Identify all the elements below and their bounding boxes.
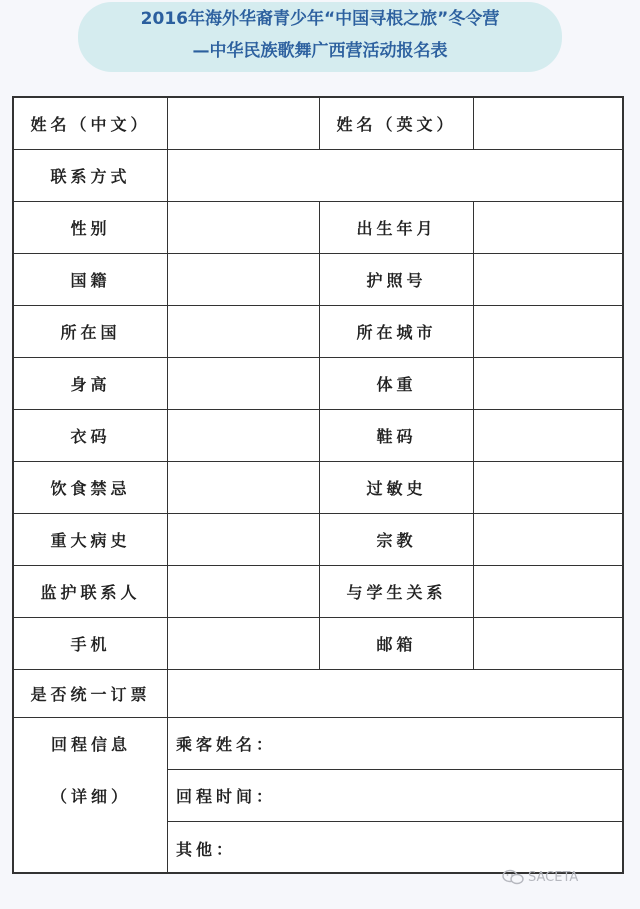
watermark: [502, 868, 578, 886]
table-row: [14, 98, 622, 150]
field-nationality[interactable]: [168, 254, 320, 306]
label-medical-history: 重大病史: [14, 514, 168, 566]
label-mobile: 手机: [14, 618, 168, 670]
passenger-name-label: 乘客姓名：: [176, 735, 277, 754]
return-info-label-line2: （详细）: [50, 787, 131, 806]
watermark-text: SACETA: [528, 869, 579, 885]
table-row: [14, 566, 622, 618]
label-guardian-contact: 监护联系人: [14, 566, 168, 618]
table-row: [14, 462, 622, 514]
label-contact: 联系方式: [14, 150, 168, 202]
table-row: [14, 358, 622, 410]
wechat-icon: [502, 869, 524, 885]
label-passport-number: 护照号: [320, 254, 474, 306]
label-unified-booking: 是否统一订票: [14, 670, 168, 718]
field-dietary-restrictions[interactable]: [168, 462, 320, 514]
field-weight[interactable]: [474, 358, 622, 410]
label-country: 所在国: [14, 306, 168, 358]
field-medical-history[interactable]: [168, 514, 320, 566]
field-other[interactable]: [168, 822, 622, 874]
label-name-english: 姓名（英文）: [320, 98, 474, 150]
field-city[interactable]: [474, 306, 622, 358]
field-passenger-name[interactable]: [168, 718, 622, 770]
field-passport-number[interactable]: [474, 254, 622, 306]
table-row: [14, 618, 622, 670]
field-email[interactable]: [474, 618, 622, 670]
field-mobile[interactable]: [168, 618, 320, 670]
label-email: 邮箱: [320, 618, 474, 670]
return-info-section: [14, 718, 622, 874]
field-country[interactable]: [168, 306, 320, 358]
field-name-english[interactable]: [474, 98, 622, 150]
field-contact[interactable]: [168, 150, 622, 202]
label-name-chinese: 姓名（中文）: [14, 98, 168, 150]
field-name-chinese[interactable]: [168, 98, 320, 150]
form-title-line1: 2016年海外华裔青少年“中国寻根之旅”冬令营: [140, 9, 500, 29]
label-birth-month: 出生年月: [320, 202, 474, 254]
return-info-label-line1: 回程信息: [50, 735, 131, 754]
field-guardian-contact[interactable]: [168, 566, 320, 618]
label-relationship: 与学生关系: [320, 566, 474, 618]
label-clothing-size: 衣码: [14, 410, 168, 462]
field-birth-month[interactable]: [474, 202, 622, 254]
label-height: 身高: [14, 358, 168, 410]
label-shoe-size: 鞋码: [320, 410, 474, 462]
label-nationality: 国籍: [14, 254, 168, 306]
label-religion: 宗教: [320, 514, 474, 566]
field-allergy-history[interactable]: [474, 462, 622, 514]
field-shoe-size[interactable]: [474, 410, 622, 462]
field-clothing-size[interactable]: [168, 410, 320, 462]
field-unified-booking[interactable]: [168, 670, 622, 718]
label-allergy-history: 过敏史: [320, 462, 474, 514]
label-city: 所在城市: [320, 306, 474, 358]
table-row: [14, 306, 622, 358]
table-row: [14, 150, 622, 202]
table-row: [14, 202, 622, 254]
table-row: [14, 670, 622, 718]
label-weight: 体重: [320, 358, 474, 410]
field-gender[interactable]: [168, 202, 320, 254]
table-row: [14, 254, 622, 306]
label-gender: 性别: [14, 202, 168, 254]
other-label: 其他：: [176, 839, 237, 859]
field-relationship[interactable]: [474, 566, 622, 618]
form-title-line2: —中华民族歌舞广西营活动报名表: [192, 41, 448, 61]
field-religion[interactable]: [474, 514, 622, 566]
table-row: [14, 410, 622, 462]
label-dietary-restrictions: 饮食禁忌: [14, 462, 168, 514]
table-row: [14, 514, 622, 566]
field-height[interactable]: [168, 358, 320, 410]
registration-form-table: [12, 96, 624, 874]
field-return-time[interactable]: [168, 770, 622, 822]
return-info-label: [14, 718, 168, 874]
return-time-label: 回程时间：: [176, 787, 277, 806]
